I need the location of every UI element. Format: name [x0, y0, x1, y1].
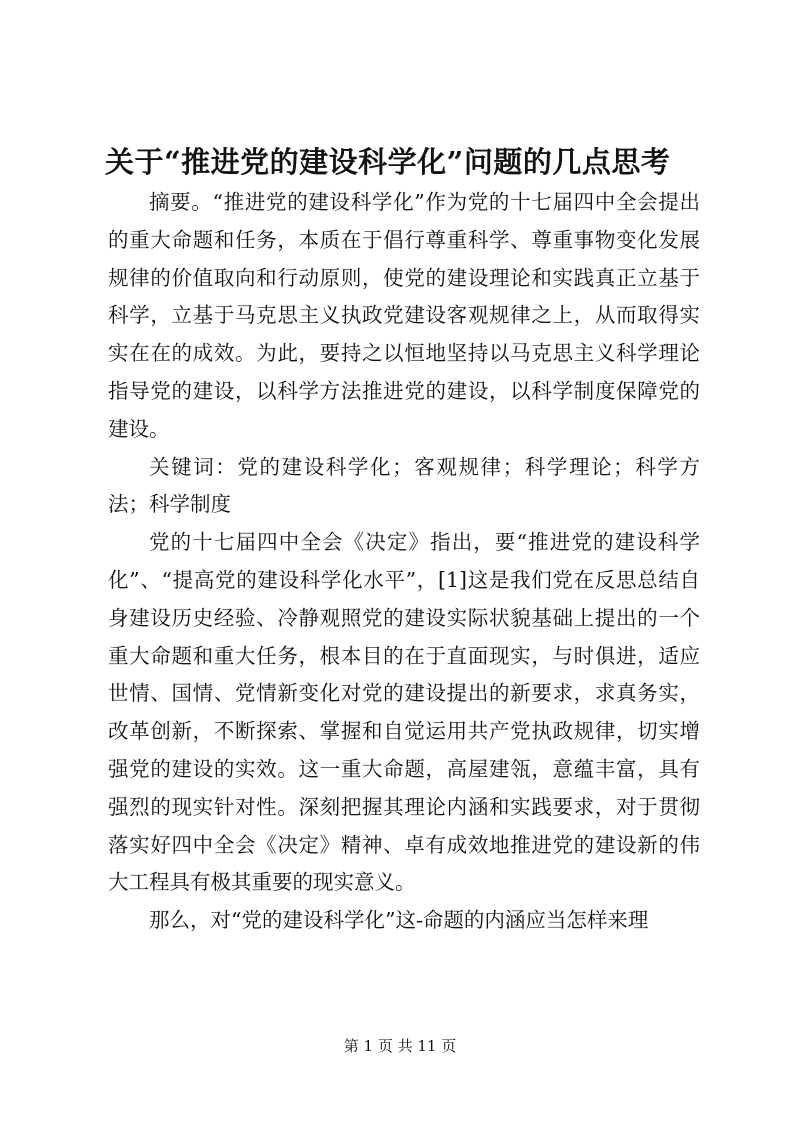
body-paragraph-2: 那么，对“党的建设科学化”这-命题的内涵应当怎样来理 — [149, 908, 649, 933]
body-paragraph-1: 党的十七届四中全会《决定》指出，要“推进党的建设科学化”、“提高党的建设科学化水平”，[1]这是我们党在反思总结自身建设历史经验、冷静观照党的建设实际状貌基础上提出的一个重大命题和重大任务，根本目的在于直面现实，与时俱进，适应世情、国情、党情新变化对党的建设提出的新要求，求真务实，改革创新，不断探索、掌握和自觉运用共产党执政规律，切实增强党的建设的实效。这一重大命题，高屋建瓴，意蕴丰富，具有强烈的现实针对性。深刻把握其理论内涵和实践要求，对于贯彻落实好四中全会《决定》精神、卓有成效地推进党的建设新的伟大工程具有极其重要的现实意义。 — [108, 530, 700, 895]
abstract-paragraph: 摘要。“推进党的建设科学化”作为党的十七届四中全会提出的重大命题和任务，本质在于倡行尊重科学、尊重事物变化发展规律的价值取向和行动原则，使党的建设理论和实践真正立基于科学，立基于马克思主义执政党建设客观规律之上，从而取得实实在在的成效。为此，要持之以恒地坚持以马克思主义科学理论指导党的建设，以科学方法推进党的建设，以科学制度保障党的建设。 — [108, 190, 700, 441]
document-body — [108, 184, 700, 940]
keywords-paragraph: 关键词：党的建设科学化；客观规律；科学理论；科学方法；科学制度 — [108, 454, 700, 517]
document-title: 关于“推进党的建设科学化”问题的几点思考 — [105, 145, 671, 179]
page-footer: 第 1 页 共 11 页 — [343, 1037, 457, 1055]
